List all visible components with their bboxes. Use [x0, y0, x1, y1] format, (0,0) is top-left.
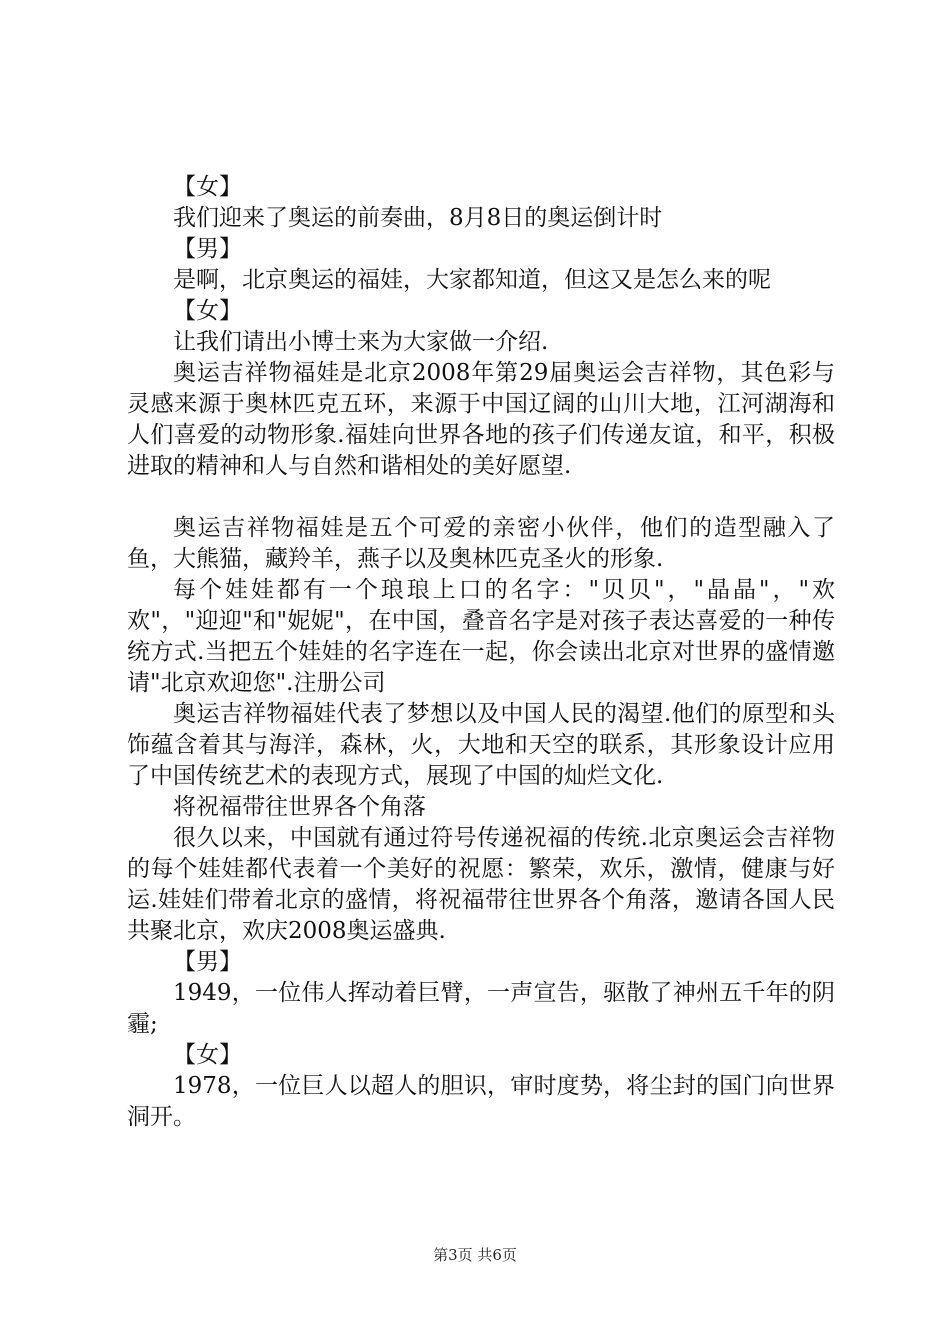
paragraph: 奥运吉祥物福娃是北京2008年第29届奥运会吉祥物，其色彩与灵感来源于奥林匹克五环，来源于中国辽阔的山川大地，江河湖海和人们喜爱的动物形象.福娃向世界各地的孩子们传递友谊，和平，积极进取的精神和人与自然和谐相处的美好愿望.: [127, 360, 835, 479]
paragraph: 让我们请出小博士来为大家做一介绍.: [173, 329, 549, 355]
document-body: [127, 172, 835, 1133]
paragraph: 1949，一位伟人挥动着巨臂，一声宣告，驱散了神州五千年的阴霾;: [127, 980, 835, 1037]
paragraph: 是啊，北京奥运的福娃，大家都知道，但这又是怎么来的呢: [173, 267, 771, 293]
speaker-label-female: 【女】: [173, 174, 242, 200]
speaker-label-male: 【男】: [173, 949, 242, 975]
paragraph: 奥运吉祥物福娃是五个可爱的亲密小伙伴，他们的造型融入了鱼，大熊猫，藏羚羊，燕子以及奥林匹克圣火的形象.: [127, 515, 835, 572]
paragraph: 每个娃娃都有一个琅琅上口的名字："贝贝"，"晶晶"，"欢欢"，"迎迎"和"妮妮"，在中国，叠音名字是对孩子表达喜爱的一种传统方式.当把五个娃娃的名字连在一起，你会读出北京对世界的盛情邀请"北京欢迎您".注册公司: [127, 577, 835, 696]
paragraph: 很久以来，中国就有通过符号传递祝福的传统.北京奥运会吉祥物的每个娃娃都代表着一个美好的祝愿：繁荣，欢乐，激情，健康与好运.娃娃们带着北京的盛情，将祝福带往世界各个角落，邀请各国人民共聚北京，欢庆2008奥运盛典.: [127, 825, 835, 944]
page-number: 第3页 共6页: [433, 1246, 517, 1264]
paragraph: 奥运吉祥物福娃代表了梦想以及中国人民的渴望.他们的原型和头饰蕴含着其与海洋，森林，火，大地和天空的联系，其形象设计应用了中国传统艺术的表现方式，展现了中国的灿烂文化.: [127, 701, 835, 789]
speaker-label-female: 【女】: [173, 298, 242, 324]
section-heading: 将祝福带往世界各个角落: [173, 794, 426, 820]
paragraph: 1978，一位巨人以超人的胆识，审时度势，将尘封的国门向世界洞开。: [127, 1073, 835, 1130]
speaker-label-female: 【女】: [173, 1042, 242, 1068]
speaker-label-male: 【男】: [173, 236, 242, 262]
paragraph: 我们迎来了奥运的前奏曲，8月8日的奥运倒计时: [173, 205, 663, 231]
